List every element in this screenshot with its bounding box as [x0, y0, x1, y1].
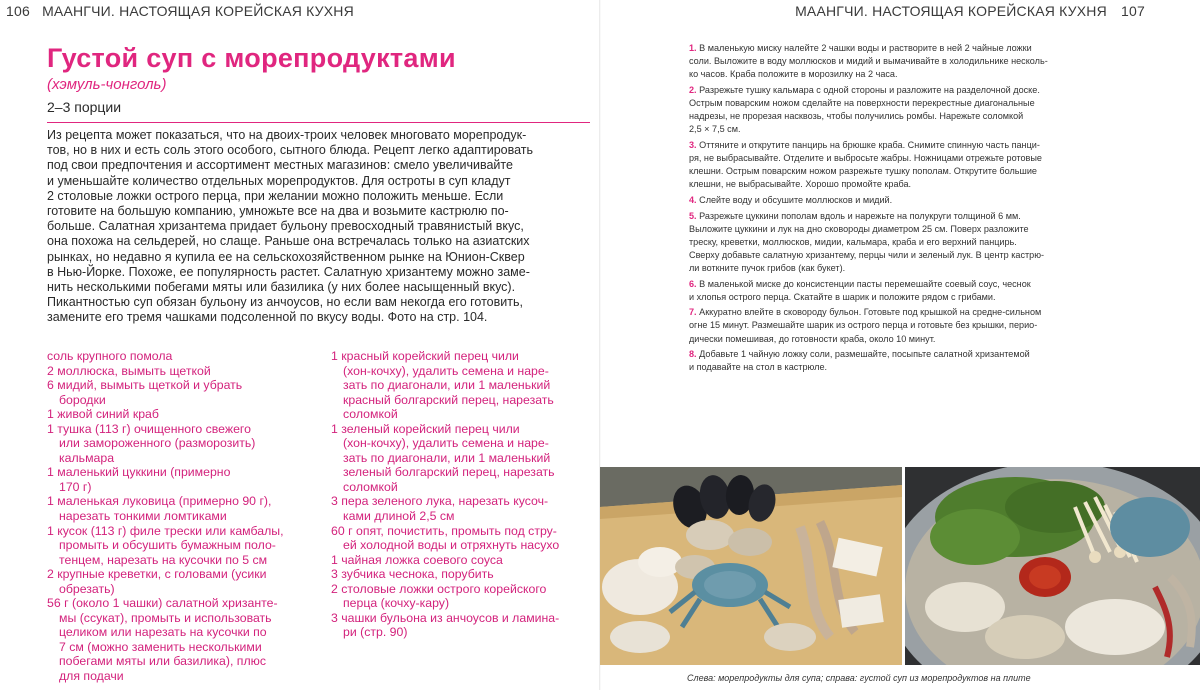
ingredient-line: 3 чашки бульона из анчоусов и ламина- — [331, 610, 560, 625]
running-head-right — [795, 3, 1145, 19]
ingredient-line: ками длиной 2,5 см — [343, 509, 455, 524]
step-text: Добавьте 1 чайную ложку соли, размешайте, посыпьте салатной хризантемой — [699, 349, 1030, 360]
ingredient-line: ей холодной воды и отряхнуть насухо — [343, 538, 560, 553]
recipe-step — [689, 210, 1121, 275]
ingredient-line: (хон-кочху), удалить семена и наре- — [343, 436, 549, 451]
recipe-step — [689, 139, 1121, 191]
step-line — [689, 110, 1121, 123]
step-number: 5. — [689, 210, 697, 221]
step-line — [689, 97, 1121, 110]
recipe-step — [689, 278, 1121, 304]
ingredient-line: 1 кусок (113 г) филе трески или камбалы, — [47, 523, 284, 538]
ingredient-line: целиком или нарезать на кусочки по — [59, 625, 267, 640]
step-line — [689, 194, 1121, 207]
step-line — [689, 165, 1121, 178]
step-text: В маленькую миску налейте 2 чашки воды и растворите в ней 2 чайные ложки — [699, 43, 1032, 53]
ingredient-line: нарезать тонкими ломтиками — [59, 509, 227, 524]
right-page — [600, 0, 1200, 690]
step-text: клешни. Острым поварским ножом разрежьте тушку пополам. Открутите большие — [689, 166, 1037, 177]
ingredient-line: 1 маленькая луковица (примерно 90 г), — [47, 494, 272, 509]
intro-line: нить несколькими побегами мяты или базилика (у них более насыщенный вкус). — [47, 280, 516, 295]
recipe-step — [689, 194, 1121, 207]
ingredient-line: 60 г опят, почистить, промыть под стру- — [331, 523, 557, 538]
ingredient-line: 2 моллюска, вымыть щеткой — [47, 363, 211, 378]
step-line — [689, 178, 1121, 191]
ingredient-line: побегами мяты или базилика), плюс — [59, 654, 266, 669]
ingredient-line: 1 чайная ложка соевого соуса — [331, 552, 503, 567]
step-number: 4. — [689, 194, 697, 205]
step-number: 2. — [689, 84, 697, 95]
ingredient-line: обрезать) — [59, 581, 115, 596]
recipe-servings: 2–3 порции — [47, 99, 122, 115]
recipe-step — [689, 84, 1121, 136]
ingredient-line: бородки — [59, 392, 106, 407]
intro-line: и уменьшайте количество отдельных морепродуктов. Для остроты в суп кладут — [47, 173, 511, 188]
intro-line: под свои предпочтения и ассортимент местных магазинов: смело увеличивайте — [47, 158, 513, 173]
ingredient-item — [47, 465, 317, 494]
ingredient-line: 1 зеленый корейский перец чили — [331, 421, 520, 436]
intro-line: рынках, но недавно я купила ее на сельскохозяйственном рынке на Юнион-Сквер — [47, 249, 525, 264]
step-line — [689, 210, 1121, 223]
soup-pot-photo-illustration — [905, 467, 1200, 665]
step-line — [689, 249, 1121, 262]
ingredient-item — [47, 596, 317, 683]
ingredient-line: соль крупного помола — [47, 349, 173, 363]
ingredient-item — [331, 349, 593, 422]
step-text: Выложите цуккини и лук на дно сковороды диаметром 25 см. Поверх разложите — [689, 223, 1029, 234]
step-text: 2,5 × 7,5 см. — [689, 124, 741, 135]
step-text: Разрежьте тушку кальмара с одной стороны и разложите на разделочной доске. — [699, 84, 1040, 95]
step-line — [689, 291, 1121, 304]
intro-line: она похожа на сельдерей, но слаще. Раньше она встречалась только на азиатских — [47, 234, 530, 249]
step-text: Слейте воду и обсушите моллюсков и мидий. — [699, 194, 893, 205]
ingredient-item — [331, 611, 593, 640]
ingredient-line: 2 крупные креветки, с головами (усики — [47, 567, 267, 582]
step-text: огне 15 минут. Размешайте шарик из острого перца и готовьте без крышки, перио- — [689, 320, 1038, 331]
step-line — [689, 348, 1121, 361]
intro-line: в Нью-Йорке. Похоже, ее популярность растет. Салатную хризантему можно заме- — [47, 264, 530, 279]
step-line — [689, 361, 1121, 374]
ingredient-item — [331, 494, 593, 523]
step-line — [689, 139, 1121, 152]
intro-line: больше. Салатная хризантема придает бульону превосходный травянистый вкус, — [47, 219, 524, 234]
recipe-step — [689, 306, 1121, 345]
ingredient-line: 3 зубчика чеснока, порубить — [331, 567, 494, 582]
step-line — [689, 262, 1121, 275]
step-line — [689, 84, 1121, 97]
ingredient-line: 170 г) — [59, 479, 92, 494]
ingredients-column-2 — [331, 349, 593, 640]
ingredient-item — [47, 567, 317, 596]
recipe-title: Густой суп с морепродуктами — [47, 43, 456, 73]
ingredient-item — [331, 524, 593, 553]
step-text: и подавайте на стол в кастрюле. — [689, 362, 828, 373]
ingredient-line: (хон-кочху), удалить семена и наре- — [343, 363, 549, 378]
step-text: дически помешивая, до готовности краба, около 10 минут. — [689, 333, 936, 344]
step-text: и хлопья острого перца. Скатайте в шарик и положите рядом с грибами. — [689, 291, 996, 302]
step-text: треску, креветки, моллюсков, мидии, кальмара, краба и его верхний панцирь. — [689, 236, 1017, 247]
step-text: Разрежьте цуккини пополам вдоль и нарежьте на полукруги толщиной 6 мм. — [699, 210, 1021, 221]
step-text: ко часов. Краба положите в морозилку на 2 часа. — [689, 69, 898, 80]
step-number: 8. — [689, 349, 697, 360]
intro-line: замените его тремя чашками подсоленной по вкусу воды. Фото на стр. 104. — [47, 310, 488, 325]
ingredient-item — [331, 553, 593, 568]
seafood-photo-illustration — [600, 467, 902, 665]
ingredient-line: промыть и обсушить бумажным поло- — [59, 538, 276, 553]
intro-line: готовите на большую компанию, умножьте все на два и возьмите кастрюлю по- — [47, 204, 509, 219]
page-number-left: 106 — [6, 3, 30, 19]
recipe-step — [689, 348, 1121, 374]
step-line — [689, 319, 1121, 332]
ingredient-item — [331, 567, 593, 582]
step-line — [689, 223, 1121, 236]
recipe-subtitle: (хэмуль-чонголь) — [47, 76, 167, 93]
ingredient-line: 1 красный корейский перец чили — [331, 349, 519, 363]
step-line — [689, 152, 1121, 165]
ingredient-line: кальмара — [59, 450, 115, 465]
step-text: Острым поварским ножом сделайте на поверхности перекрестные диагональные — [689, 97, 1035, 108]
photo-caption: Слева: морепродукты для супа; справа: густой суп из морепродуктов на плите — [687, 673, 1031, 683]
ingredients-column-1 — [47, 349, 317, 684]
page-number-right: 107 — [1121, 3, 1145, 19]
step-text: клешни, не выбрасывайте. Хорошо промойте краба. — [689, 179, 912, 190]
ingredient-item — [47, 524, 317, 568]
running-head-left — [6, 3, 354, 19]
step-number: 7. — [689, 307, 697, 318]
step-text: Аккуратно влейте в сковороду бульон. Готовьте под крышкой на средне-сильном — [699, 307, 1042, 318]
running-title-right: МААНГЧИ. НАСТОЯЩАЯ КОРЕЙСКАЯ КУХНЯ — [795, 3, 1107, 19]
ingredient-line: 3 пера зеленого лука, нарезать кусоч- — [331, 494, 549, 509]
ingredient-line: 56 г (около 1 чашки) салатной хризанте- — [47, 596, 278, 611]
photo-seafood-on-board — [600, 467, 902, 665]
ingredient-line: зать по диагонали, или 1 маленький — [343, 378, 551, 393]
step-line — [689, 306, 1121, 319]
running-title-left: МААНГЧИ. НАСТОЯЩАЯ КОРЕЙСКАЯ КУХНЯ — [42, 3, 354, 19]
ingredient-line: зеленый болгарский перец, нарезать — [343, 465, 555, 480]
ingredient-item — [47, 422, 317, 466]
ingredient-item — [331, 582, 593, 611]
step-line — [689, 278, 1121, 291]
ingredient-line: 2 столовые ложки острого корейского — [331, 581, 547, 596]
ingredient-line: тенцем, нарезать на кусочки по 5 см — [59, 552, 268, 567]
ingredient-line: 7 см (можно заменить несколькими — [59, 639, 262, 654]
photo-soup-in-pot — [905, 467, 1200, 665]
ingredient-line: ри (стр. 90) — [343, 625, 408, 640]
ingredient-line: зать по диагонали, или 1 маленький — [343, 450, 551, 465]
title-divider — [47, 122, 590, 123]
ingredient-item — [47, 349, 317, 364]
ingredient-line: 1 маленький цуккини (примерно — [47, 465, 231, 480]
ingredient-line: 1 живой синий краб — [47, 407, 159, 422]
ingredient-line: мы (ссукат), промыть и использовать — [59, 610, 272, 625]
intro-line: Из рецепта может показаться, что на двоих-троих человек многовато морепродук- — [47, 128, 527, 142]
ingredient-item — [47, 494, 317, 523]
intro-line: Пикантностью суп обязан бульону из анчоусов, но если вам некогда его готовить, — [47, 295, 523, 310]
ingredient-line: или замороженного (разморозить) — [59, 436, 256, 451]
step-number: 6. — [689, 278, 697, 289]
ingredient-line: соломкой — [343, 407, 398, 422]
ingredient-item — [47, 407, 317, 422]
ingredient-line: соломкой — [343, 479, 398, 494]
ingredient-item — [331, 422, 593, 495]
intro-line: тов, но в них и есть соль этого особого, сытного блюда. Рецепт легко адаптировать — [47, 143, 534, 158]
recipe-step — [689, 42, 1121, 81]
ingredient-line: 1 тушка (113 г) очищенного свежего — [47, 421, 251, 436]
step-line — [689, 55, 1121, 68]
ingredient-item — [47, 378, 317, 407]
ingredient-line: для подачи — [59, 669, 124, 684]
step-text: ли воткните пучок грибов (как букет). — [689, 262, 846, 273]
step-number: 1. — [689, 43, 697, 53]
intro-line: 2 столовые ложки острого перца, при желании можно положить меньше. Если — [47, 188, 504, 203]
ingredient-item — [47, 364, 317, 379]
ingredient-line: красный болгарский перец, нарезать — [343, 392, 554, 407]
step-text: Оттяните и открутите панцирь на брюшке краба. Снимите спинную часть панци- — [699, 139, 1040, 150]
step-text: Сверху добавьте салатную хризантему, перцы чили и зеленый лук. В центр кастрю- — [689, 249, 1045, 260]
step-text: ря, не выбрасывайте. Отделите и выбросьте жабры. Ножницами отрежьте ротовые — [689, 152, 1042, 163]
step-line — [689, 123, 1121, 136]
step-text: соли. Выложите в воду моллюсков и мидий и вымачивайте в холодильнике несколь- — [689, 56, 1048, 67]
recipe-intro — [47, 128, 592, 326]
step-text: В маленькой миске до консистенции пасты перемешайте соевый соус, чеснок — [699, 278, 1031, 289]
step-number: 3. — [689, 139, 697, 150]
recipe-steps — [689, 42, 1121, 377]
ingredient-line: перца (кочху-кару) — [343, 596, 450, 611]
step-line — [689, 42, 1121, 55]
step-line — [689, 236, 1121, 249]
step-line — [689, 68, 1121, 81]
ingredient-line: 6 мидий, вымыть щеткой и убрать — [47, 378, 243, 393]
step-text: надрезы, не прорезая насквозь, чтобы получились ромбы. Нарежьте соломкой — [689, 111, 1024, 122]
step-line — [689, 333, 1121, 346]
